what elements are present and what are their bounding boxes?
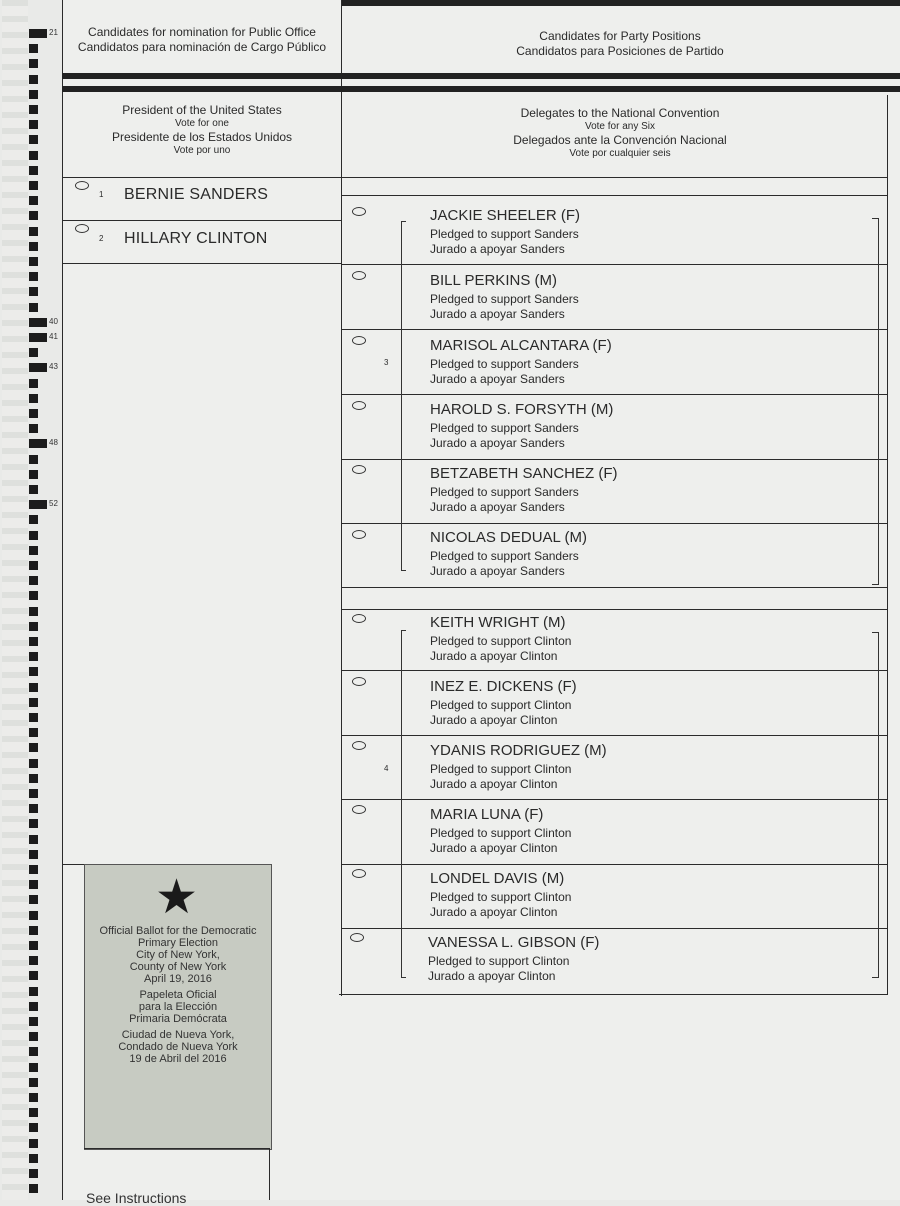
official-ballot-line: Ciudad de Nueva York,	[121, 1029, 235, 1041]
timing-mark	[29, 926, 38, 935]
timing-mark	[29, 44, 38, 53]
delegate-name: BILL PERKINS (M)	[430, 272, 557, 289]
timing-mark	[29, 135, 38, 144]
timing-mark	[29, 485, 38, 494]
delegate-name: INEZ E. DICKENS (F)	[430, 678, 577, 695]
delegate-candidate	[430, 806, 571, 856]
timing-mark	[29, 318, 47, 327]
timing-mark	[29, 500, 47, 509]
delegate-name: BETZABETH SANCHEZ (F)	[430, 465, 618, 482]
timing-mark	[29, 1032, 38, 1041]
timing-mark	[29, 439, 47, 448]
delegate-pledge-en: Pledged to support Sanders	[430, 357, 579, 371]
timing-mark-strip	[0, 0, 62, 1200]
timing-mark	[29, 622, 38, 631]
candidate-name-sanders: BERNIE SANDERS	[124, 186, 269, 203]
timing-mark	[29, 1002, 38, 1011]
timing-mark	[29, 59, 38, 68]
delegate-pledge-es: Jurado a apoyar Sanders	[430, 242, 565, 256]
vote-oval-sanders[interactable]	[75, 181, 89, 190]
party-positions-header	[345, 29, 895, 59]
vote-oval-delegate[interactable]	[352, 677, 366, 686]
group-bracket-right	[872, 632, 879, 978]
timing-mark	[29, 333, 47, 342]
delegate-bottom-divider	[339, 994, 888, 995]
timing-mark	[29, 303, 38, 312]
public-office-header-en: Candidates for nomination for Public Office	[88, 25, 316, 39]
timing-mark	[29, 470, 38, 479]
delegate-pledge-en: Pledged to support Clinton	[430, 890, 572, 904]
delegate-divider	[341, 394, 888, 395]
delegate-name: KEITH WRIGHT (M)	[430, 614, 566, 631]
delegate-pledge-es: Jurado a apoyar Clinton	[430, 649, 558, 663]
delegates-title-en: Delegates to the National Convention	[520, 106, 720, 120]
delegate-candidate	[430, 465, 618, 515]
official-box-divider	[62, 864, 84, 865]
timing-mark	[29, 151, 38, 160]
president-vote-en: Vote for one	[175, 118, 229, 129]
delegate-candidate	[430, 337, 612, 387]
timing-mark	[29, 698, 38, 707]
official-ballot-line: April 19, 2016	[144, 973, 212, 985]
vote-oval-delegate[interactable]	[352, 805, 366, 814]
timing-mark	[29, 242, 38, 251]
official-ballot-box	[84, 864, 272, 1150]
timing-mark	[29, 1108, 38, 1117]
delegate-name: JACKIE SHEELER (F)	[430, 207, 581, 224]
official-ballot-line: Condado de Nueva York	[118, 1041, 238, 1053]
timing-mark	[29, 1169, 38, 1178]
candidate-number: 2	[99, 234, 104, 243]
timing-mark	[29, 804, 38, 813]
official-ballot-text	[85, 925, 271, 1065]
official-ballot-line: 19 de Abril del 2016	[129, 1053, 227, 1065]
timing-mark	[29, 743, 38, 752]
president-title-en: President of the United States	[122, 103, 282, 117]
delegate-candidate	[430, 870, 571, 920]
timing-mark	[29, 576, 38, 585]
timing-mark	[29, 713, 38, 722]
delegate-name: HAROLD S. FORSYTH (M)	[430, 401, 614, 418]
delegate-pledge-es: Jurado a apoyar Sanders	[430, 500, 565, 514]
bottom-divider	[84, 1148, 270, 1149]
delegate-pledge-en: Pledged to support Clinton	[430, 826, 572, 840]
vote-oval-delegate[interactable]	[352, 401, 366, 410]
see-instructions: See Instructions	[86, 1190, 187, 1206]
delegate-candidate	[430, 207, 580, 257]
public-office-header-es: Candidatos para nominación de Cargo Público	[77, 40, 327, 54]
delegate-divider	[341, 670, 888, 671]
timing-mark	[29, 394, 38, 403]
vote-oval-delegate[interactable]	[352, 336, 366, 345]
vote-oval-delegate[interactable]	[352, 465, 366, 474]
delegate-name: MARIA LUNA (F)	[430, 806, 544, 823]
delegate-divider	[341, 329, 888, 330]
timing-mark	[29, 941, 38, 950]
timing-mark	[29, 515, 38, 524]
timing-mark	[29, 1063, 38, 1072]
timing-mark	[29, 835, 38, 844]
delegate-candidate	[430, 272, 579, 322]
timing-mark	[29, 637, 38, 646]
group-bracket-right	[872, 218, 879, 585]
timing-mark	[29, 667, 38, 676]
timing-mark	[29, 211, 38, 220]
right-border	[887, 95, 888, 995]
delegate-pledge-es: Jurado a apoyar Clinton	[430, 777, 558, 791]
header-divider-thick	[62, 73, 900, 79]
delegate-pledge-en: Pledged to support Clinton	[430, 698, 572, 712]
vote-oval-delegate[interactable]	[352, 207, 366, 216]
timing-mark	[29, 196, 38, 205]
vote-oval-delegate[interactable]	[352, 741, 366, 750]
contest-header-divider	[62, 177, 888, 178]
timing-mark	[29, 819, 38, 828]
delegate-name: MARISOL ALCANTARA (F)	[430, 337, 612, 354]
group-divider	[341, 609, 888, 610]
timing-mark	[29, 379, 38, 388]
timing-mark	[29, 1078, 38, 1087]
timing-mark	[29, 75, 38, 84]
delegate-divider	[341, 799, 888, 800]
delegate-divider	[341, 459, 888, 460]
timing-mark-label: 40	[49, 317, 58, 326]
official-ballot-line: Primary Election	[137, 937, 219, 949]
timing-mark	[29, 1017, 38, 1026]
delegate-pledge-es: Jurado a apoyar Clinton	[428, 969, 556, 983]
candidate-name-clinton: HILLARY CLINTON	[124, 230, 268, 247]
delegate-pledge-en: Pledged to support Sanders	[430, 485, 579, 499]
party-positions-header-en: Candidates for Party Positions	[539, 29, 701, 43]
timing-mark-label: 41	[49, 332, 58, 341]
timing-mark	[29, 1047, 38, 1056]
timing-mark	[29, 789, 38, 798]
delegate-name: NICOLAS DEDUAL (M)	[430, 529, 587, 546]
top-bar	[342, 0, 900, 6]
candidate-number: 1	[99, 190, 104, 199]
delegate-candidate	[430, 678, 577, 728]
timing-mark	[29, 607, 38, 616]
timing-mark-label: 48	[49, 438, 58, 447]
timing-mark-label: 52	[49, 499, 58, 508]
timing-mark	[29, 1093, 38, 1102]
vote-oval-delegate[interactable]	[352, 614, 366, 623]
vote-oval-delegate[interactable]	[352, 530, 366, 539]
delegate-pledge-es: Jurado a apoyar Sanders	[430, 372, 565, 386]
delegate-pledge-es: Jurado a apoyar Clinton	[430, 905, 558, 919]
delegate-divider	[341, 735, 888, 736]
delegate-divider	[341, 264, 888, 265]
timing-mark	[29, 546, 38, 555]
timing-mark	[29, 29, 47, 38]
timing-mark-label: 21	[49, 28, 58, 37]
timing-mark	[29, 728, 38, 737]
timing-mark	[29, 911, 38, 920]
timing-mark	[29, 166, 38, 175]
timing-mark	[29, 895, 38, 904]
timing-mark	[29, 850, 38, 859]
timing-mark	[29, 424, 38, 433]
timing-mark	[29, 561, 38, 570]
delegate-candidate	[430, 742, 607, 792]
delegate-candidate	[428, 934, 599, 984]
delegate-pledge-en: Pledged to support Clinton	[430, 762, 572, 776]
left-border	[62, 0, 63, 1200]
timing-mark	[29, 287, 38, 296]
column-divider	[341, 0, 342, 996]
delegate-name: YDANIS RODRIGUEZ (M)	[430, 742, 607, 759]
delegates-title-es: Delegados ante la Convención Nacional	[513, 133, 727, 147]
delegate-pledge-en: Pledged to support Sanders	[430, 227, 579, 241]
delegate-pledge-es: Jurado a apoyar Sanders	[430, 436, 565, 450]
timing-mark	[29, 1123, 38, 1132]
timing-mark	[29, 759, 38, 768]
president-contest-header	[66, 103, 338, 157]
timing-mark	[29, 971, 38, 980]
candidate-divider	[62, 263, 341, 264]
timing-mark	[29, 591, 38, 600]
timing-mark	[29, 683, 38, 692]
timing-mark	[29, 272, 38, 281]
timing-mark	[29, 455, 38, 464]
timing-mark	[29, 880, 38, 889]
vote-oval-clinton[interactable]	[75, 224, 89, 233]
timing-mark	[29, 409, 38, 418]
delegate-divider	[341, 523, 888, 524]
delegate-pledge-en: Pledged to support Clinton	[430, 634, 572, 648]
timing-mark	[29, 257, 38, 266]
timing-mark	[29, 1154, 38, 1163]
party-positions-header-es: Candidatos para Posiciones de Partido	[516, 44, 724, 58]
delegate-pledge-es: Jurado a apoyar Clinton	[430, 713, 558, 727]
vote-oval-delegate[interactable]	[352, 869, 366, 878]
delegate-pledge-en: Pledged to support Sanders	[430, 292, 579, 306]
delegate-divider	[341, 928, 888, 929]
official-ballot-line: County of New York	[129, 961, 227, 973]
delegate-pledge-en: Pledged to support Clinton	[428, 954, 570, 968]
delegate-candidate	[430, 401, 613, 451]
timing-mark	[29, 956, 38, 965]
timing-mark	[29, 652, 38, 661]
delegates-vote-es: Vote por cualquier seis	[569, 148, 671, 159]
delegates-contest-header	[345, 106, 895, 160]
timing-mark	[29, 181, 38, 190]
bottom-divider	[269, 1148, 270, 1200]
timing-mark	[29, 1139, 38, 1148]
group-bracket-left	[401, 630, 406, 978]
official-ballot-line: City of New York,	[136, 949, 220, 961]
delegates-vote-en: Vote for any Six	[584, 121, 656, 132]
group-number: 4	[384, 764, 389, 773]
timing-mark	[29, 1184, 38, 1193]
official-ballot-line: Papeleta Oficial	[139, 989, 217, 1001]
delegate-pledge-es: Jurado a apoyar Sanders	[430, 307, 565, 321]
vote-oval-delegate[interactable]	[350, 933, 364, 942]
delegate-name: VANESSA L. GIBSON (F)	[428, 934, 600, 951]
timing-mark	[29, 227, 38, 236]
timing-mark	[29, 531, 38, 540]
timing-mark	[29, 774, 38, 783]
delegate-candidate	[430, 614, 571, 664]
header-divider-thick-2	[62, 86, 900, 92]
delegate-divider	[341, 864, 888, 865]
delegate-pledge-en: Pledged to support Sanders	[430, 421, 579, 435]
timing-mark	[29, 865, 38, 874]
timing-mark	[29, 348, 38, 357]
delegate-name: LONDEL DAVIS (M)	[430, 870, 565, 887]
timing-mark	[29, 90, 38, 99]
star-icon: ★	[155, 871, 199, 924]
vote-oval-delegate[interactable]	[352, 271, 366, 280]
candidate-divider	[62, 220, 341, 221]
delegate-pledge-es: Jurado a apoyar Clinton	[430, 841, 558, 855]
group-divider	[341, 587, 888, 588]
group-number: 3	[384, 358, 389, 367]
president-vote-es: Vote por uno	[173, 145, 231, 156]
timing-mark	[29, 120, 38, 129]
perforation-edge	[2, 0, 28, 1200]
delegate-top-divider	[341, 195, 888, 196]
official-ballot-line: para la Elección	[138, 1001, 218, 1013]
president-title-es: Presidente de los Estados Unidos	[111, 130, 293, 144]
timing-mark-label: 43	[49, 362, 58, 371]
delegate-candidate	[430, 529, 587, 579]
timing-mark	[29, 363, 47, 372]
delegate-pledge-en: Pledged to support Sanders	[430, 549, 579, 563]
public-office-header	[66, 25, 338, 55]
timing-mark	[29, 105, 38, 114]
delegate-pledge-es: Jurado a apoyar Sanders	[430, 564, 565, 578]
timing-mark	[29, 987, 38, 996]
official-ballot-line: Official Ballot for the Democratic	[99, 925, 257, 937]
group-bracket-left	[401, 221, 406, 571]
official-ballot-line: Primaria Demócrata	[129, 1013, 227, 1025]
